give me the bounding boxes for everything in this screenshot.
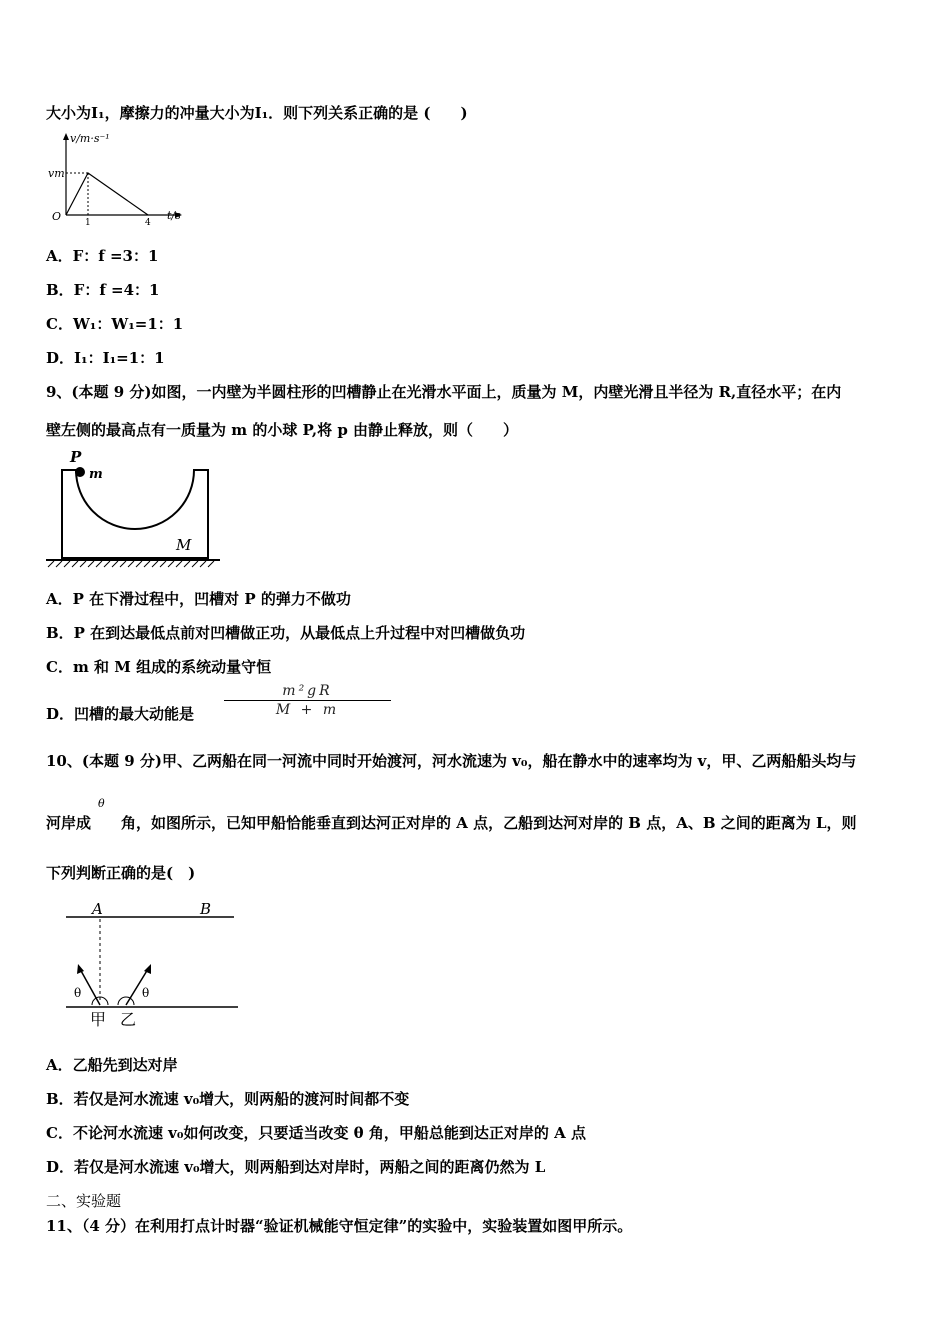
graph-xlabel: t/s [167, 209, 181, 222]
q10-option-b: B．若仅是河水流速 v₀增大，则两船的渡河时间都不变 [46, 1090, 410, 1108]
q9-option-b: B．P 在到达最低点前对凹槽做正功，从最低点上升过程中对凹槽做负功 [46, 624, 526, 642]
graph-vm: vm [48, 167, 65, 180]
q8-option-b: B．F：f =4：1 [46, 281, 160, 299]
q9-formula [220, 683, 395, 718]
q8-velocity-graph [44, 130, 194, 228]
fig-label-M: M [176, 536, 192, 554]
fig-label-p: P [70, 448, 82, 466]
q9-stem-line2: 壁左侧的最高点有一质量为 m 的小球 P,将 p 由静止释放，则（ ） [46, 421, 519, 439]
fig-theta-2: θ [142, 986, 150, 1000]
q10-option-a: A．乙船先到达对岸 [46, 1056, 178, 1074]
fig-label-a: A [92, 900, 103, 918]
q10-river-figure [62, 897, 262, 1032]
q10-stem-line1: 10、(本题 9 分)甲、乙两船在同一河流中同时开始渡河，河水流速为 v₀，船在静水中的速率均为 v，甲、乙两船船头均与 [46, 752, 857, 770]
q10-option-c: C．不论河水流速 v₀如何改变，只要适当改变 θ 角，甲船总能到达正对岸的 A 点 [46, 1124, 586, 1142]
section-heading: 二、实验题 [46, 1192, 122, 1210]
ball-p [75, 467, 85, 477]
theta-superscript: θ [98, 797, 105, 810]
q9-stem-line1: 9、(本题 9 分)如图，一内壁为半圆柱形的凹槽静止在光滑水平面上，质量为 M，内壁光滑且半径为 R,直径水平；在内 [46, 383, 842, 401]
graph-origin: O [52, 210, 62, 223]
q8-stem: 大小为I₁，摩擦力的冲量大小为I₁．则下列关系正确的是 ( ) [46, 104, 468, 122]
fig-theta-1: θ [74, 986, 82, 1000]
formula-numerator: m²gR [282, 683, 333, 699]
fig-label-m: m [89, 467, 103, 482]
q8-option-d: D．I₁：I₁=1：1 [46, 349, 165, 367]
q11-stem: 11、（4 分）在利用打点计时器“验证机械能守恒定律”的实验中，实验装置如图甲所示。 [46, 1217, 633, 1235]
graph-ylabel: v/m·s⁻¹ [70, 132, 110, 145]
q8-option-a: A．F：f =3：1 [46, 247, 159, 265]
q9-option-d: D．凹槽的最大动能是 [46, 705, 195, 723]
q10-option-d: D．若仅是河水流速 v₀增大，则两船到达对岸时，两船之间的距离仍然为 L [46, 1158, 546, 1176]
graph-tick-4: 4 [145, 218, 151, 228]
q9-option-c: C．m 和 M 组成的系统动量守恒 [46, 658, 272, 676]
fig-label-yi: 乙 [120, 1010, 137, 1029]
fig-label-jia: 甲 [90, 1010, 107, 1029]
q9-option-a: A．P 在下滑过程中，凹槽对 P 的弹力不做功 [46, 590, 351, 608]
formula-denominator: M + m [275, 702, 340, 718]
q10-stem-line2: 河岸成 角，如图所示，已知甲船恰能垂直到达河正对岸的 A 点，乙船到达河对岸的 B 点，A、B 之间的距离为 L，则 [46, 814, 857, 832]
q9-groove-figure [44, 448, 224, 568]
q8-option-c: C．W₁：W₁=1：1 [46, 315, 184, 333]
fig-label-b: B [200, 900, 212, 918]
graph-tick-1: 1 [85, 218, 91, 228]
q10-stem-line3: 下列判断正确的是( ) [46, 864, 196, 882]
